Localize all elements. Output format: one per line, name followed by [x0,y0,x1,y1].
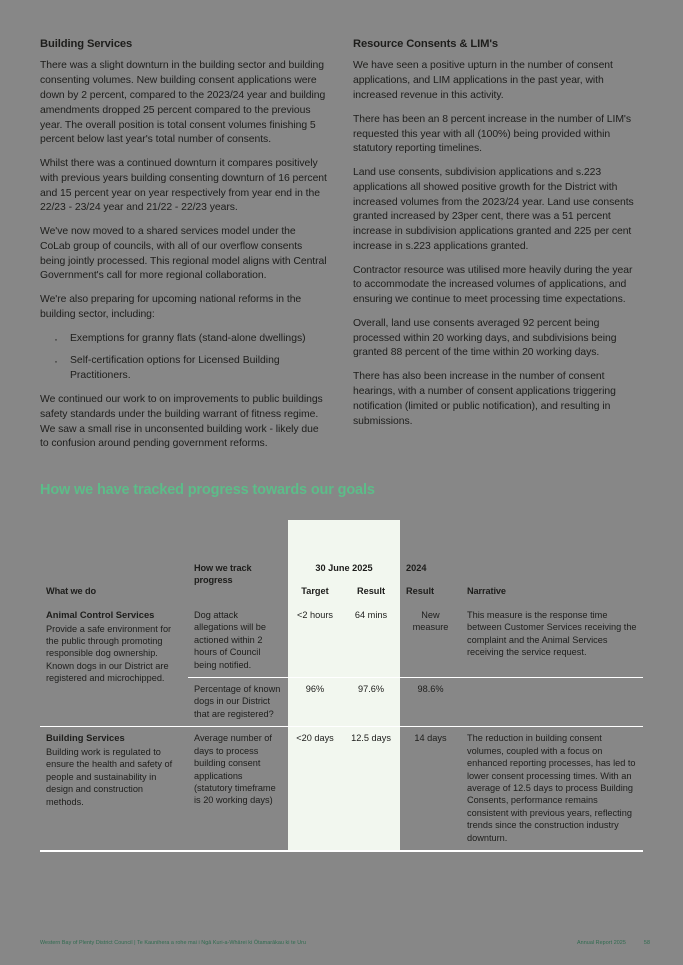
list-item: · Exemptions for granny flats (stand-alone dwellings) [54,332,328,347]
header-result: Result [342,580,400,603]
paragraph: There has been an 8 percent increase in the number of LIM's requested this year with all (100%) being provided within statutory reporting timelines. [353,113,632,155]
cell-target: <20 days [288,727,342,850]
performance-table-wrap [40,520,643,852]
prose-columns [40,38,643,461]
left-column [40,38,328,461]
cell-result: 12.5 days [342,727,400,850]
spacer [400,520,461,557]
cell-what-we-do [40,604,188,727]
paragraph: We continued our work to on improvements to public buildings safety standards under the building warrant of fitness regime. We saw a small rise in unconsented building work - likely due to confusion around pending government reforms. [40,393,323,450]
header-target: Target [288,580,342,603]
empty-cell [40,557,188,580]
activity-description: Building work is regulated to ensure the health and safety of people and sustainability in design and construction methods. [46,746,173,807]
header-spacer-row [40,520,643,557]
empty-cell [461,557,643,580]
header-previous-result: Result [406,586,435,597]
paragraph: Whilst there was a continued downturn it compares positively with previous years building consenting downturn of 16 percent and 15 percent year on year respectively from year end in the 22/23 - 23/24 year and 21/22 - 22/23 years. [40,158,327,214]
footer-document-title: Annual Report 2025 [577,940,626,946]
cell-target: <2 hours [288,604,342,678]
header-what-we-do: What we do [46,586,97,597]
spacer [40,520,188,557]
header-period-row [40,557,643,580]
cell-previous-result: 98.6% [400,678,461,727]
paragraph: We're also preparing for upcoming national reforms in the building sector, including: [40,294,302,320]
goals-section-heading: How we have tracked progress towards our goals [40,482,375,499]
paragraph: There has also been increase in the number of consent hearings, with a number of consent applications triggering notification (limited or public notification), and resulting in submissions. [353,371,616,427]
cell-how-we-track: Average number of days to process building consent applications (statutory timeframe is 20 working days) [188,727,288,850]
resource-consents-heading: Resource Consents & LIM's [353,38,499,50]
table-header [40,520,643,604]
right-column [353,38,641,438]
table-bottom-rule [40,850,643,852]
header-previous-period: 2024 [406,563,427,574]
header-how-we-track: How we track progress [194,563,252,586]
performance-table [40,520,643,850]
footer-right [577,940,650,946]
table-body [40,604,643,850]
footer-page-number: 58 [643,940,650,946]
cell-narrative [461,678,643,727]
footer-organisation: Western Bay of Plenty District Council | Te Kaunihera a rohe mai i Ngā Kuri-a-Whārei ki Ōtamarākau ki te Uru [40,940,307,946]
page-footer [40,940,650,946]
paragraph: We've now moved to a shared services model under the CoLab group of councils, with all of our overflow consents being jointly processed. This regional model aligns with Central Government's call for more regional collaboration. [40,226,327,282]
building-services-heading: Building Services [40,38,133,50]
paragraph: Contractor resource was utilised more heavily during the year to accommodate the increased volumes of applications, and ensuring we continue to meet processing time expectations. [353,264,633,306]
paragraph: Overall, land use consents averaged 92 percent being processed within 20 working days, and subdivisions being granted 88 percent of the time within 20 working days. [353,317,617,359]
cell-previous-result: New measure [412,609,449,633]
spacer [188,520,288,557]
spacer [461,520,643,557]
cell-narrative: This measure is the response time between Customer Services receiving the complaint and the Animal Services receiving the service request. [467,609,637,658]
cell-result: 97.6% [342,678,400,727]
paragraph: Land use consents, subdivision applications and s.223 applications all showed positive growth for the District with increased volumes from the 2023/24 year. Land use consents granted increased by 23per cent, there was a 51 percent increase in subdivision applications granted and 225 per cent increase in s.223 applications granted. [353,167,634,252]
spacer-tinted [288,520,400,557]
paragraph: We have seen a positive upturn in the number of consent applications, and LIM applications in the past year, with increased revenue in this activity. [353,60,613,101]
table-row [40,727,643,850]
cell-previous-result: 14 days [400,727,461,850]
header-current-period: 30 June 2025 [288,557,400,580]
paragraph: There was a slight downturn in the building sector and building consenting volumes. New building consent applications were down by 2 percent, compared to the 2023/24 year and building amendments dropped 25 percent compared to the previous year. The overall position is total consent volumes finishing 5 percent below last year's total number of consents. [40,60,326,146]
header-narrative: Narrative [467,586,506,597]
cell-how-we-track: Percentage of known dogs in our District that are registered? [188,678,288,727]
activity-title: Building Services [46,732,125,744]
cell-narrative: The reduction in building consent volumes, coupled with a focus on enhanced reporting processes, has led to lower consent processing times. With an average of 12.5 days to process Building Consents, performance remains consistent with previous years, reflecting trends since the construction industry downturn. [461,727,643,850]
header-subcolumn-row [40,580,643,603]
list-item: · Self-certification options for Licensed Building Practitioners. [54,354,328,384]
activity-description: Provide a safe environment for the public through promoting responsible dog ownership. Known dogs in our District are registered and microchipped. [46,623,172,684]
cell-what-we-do [40,727,188,850]
cell-how-we-track: Dog attack allegations will be actioned within 2 hours of Council being notified. [194,609,267,670]
cell-target: 96% [288,678,342,727]
reforms-list [40,332,328,384]
table-row [40,604,643,678]
cell-result: 64 mins [342,604,400,678]
activity-title: Animal Control Services [46,608,155,620]
